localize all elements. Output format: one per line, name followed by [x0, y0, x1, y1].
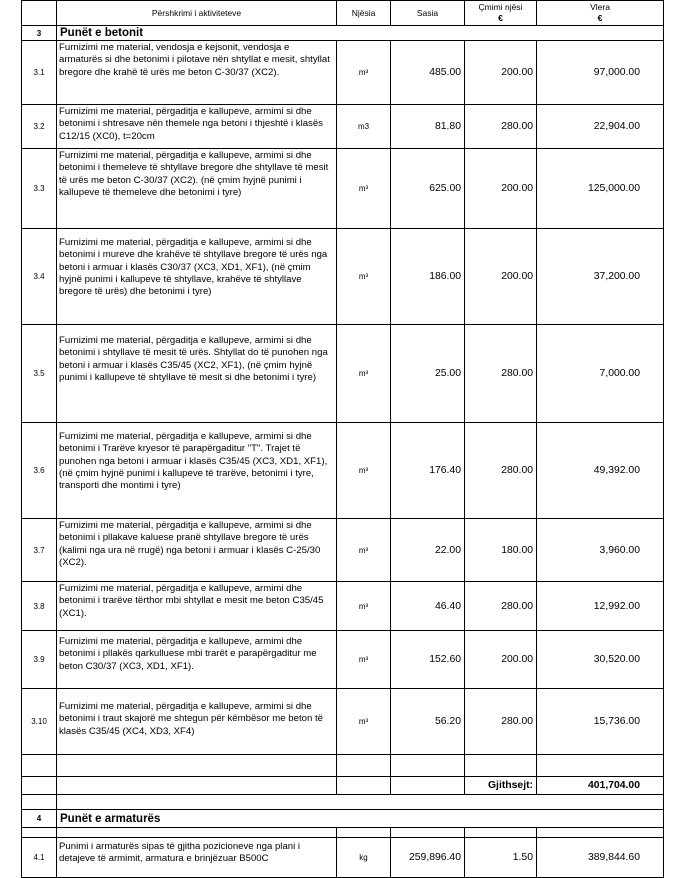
table-row	[22, 41, 664, 105]
item-description: Furnizimi me material, përgaditja e kallupeve, armimi si dhe betonimi i pllakave kaluese pranë shtyllave bregore të urës (kalimi nga ura në rrugë) nga betoni i armuar i klasës C-25/30 (XC2).	[57, 519, 337, 582]
item-unit-price: 1.50	[465, 838, 537, 878]
item-description: Furnizimi me material, përgaditja e kallupeve, armimi si dhe betonimi i shtyllave të mesit të urës. Shtyllat do të punohen nga betoni i armuar i klasës C35/45 (XC2, XF1), (në çmim hyjnë punimi i kallupeve të shtyllave të mesit si dhe betonimi i tyre)	[57, 325, 337, 423]
item-number: 3.2	[22, 105, 57, 149]
header-unit-price-label: Çmimi njësi	[478, 2, 523, 12]
item-unit: m³	[337, 325, 391, 423]
header-value	[537, 1, 664, 26]
item-unit-price: 280.00	[465, 582, 537, 631]
item-description: Furnizimi me material, përgaditja e kallupeve, armimi si dhe betonimi i traut skajorë me shtegun për këmbësor me beton të klasës C35/45 (XC4, XD3, XF4)	[57, 689, 337, 755]
quantities-table	[21, 0, 664, 878]
table-header-row	[22, 1, 664, 26]
item-unit: kg	[337, 838, 391, 878]
table-row	[22, 423, 664, 519]
item-number: 3.9	[22, 631, 57, 689]
item-unit: m³	[337, 423, 391, 519]
spacer-row	[22, 755, 664, 777]
header-description: Përshkrimi i aktiviteteve	[57, 1, 337, 26]
item-number: 3.10	[22, 689, 57, 755]
section-row	[22, 26, 664, 41]
item-description: Furnizimi me material, përgaditja e kallupeve, armimi dhe betonimi i pllakës qarkulluese mbi trarët e parapërgaditur me beton C30/37 (XC3, XD1, XF1).	[57, 631, 337, 689]
item-unit: m³	[337, 631, 391, 689]
item-description: Furnizimi me material, përgaditja e kallupeve, armimi si dhe betonimi i shtresave nën themele nga betoni i thjeshtë i klasës C12/15 (XC0), t=20cm	[57, 105, 337, 149]
item-value: 12,992.00	[537, 582, 664, 631]
item-quantity: 259,896.40	[391, 838, 465, 878]
item-value: 30,520.00	[537, 631, 664, 689]
item-quantity: 46.40	[391, 582, 465, 631]
item-description: Furnizimi me material, përgaditja e kallupeve, armimi si dhe betonimi i mureve dhe krahëve të shtyllave bregore të urës nga betoni i armuar i klasës C30/37 (XC3, XD1, XF1), (në çmim hyjnë punimi i kallupeve të shtyllave, krahëve të shtyllave bregore të urës) dhe betonimi i tyre)	[57, 229, 337, 325]
table-row	[22, 149, 664, 229]
item-unit-price: 280.00	[465, 105, 537, 149]
header-unit-price-currency: €	[498, 13, 503, 23]
header-no	[22, 1, 57, 26]
table-row	[22, 519, 664, 582]
item-unit-price: 280.00	[465, 689, 537, 755]
item-value: 3,960.00	[537, 519, 664, 582]
item-number: 3.1	[22, 41, 57, 105]
item-unit-price: 200.00	[465, 41, 537, 105]
item-unit: m³	[337, 582, 391, 631]
header-unit-price	[465, 1, 537, 26]
item-unit-price: 200.00	[465, 149, 537, 229]
item-value: 97,000.00	[537, 41, 664, 105]
section-total-row	[22, 777, 664, 795]
table-row	[22, 325, 664, 423]
item-unit: m³	[337, 519, 391, 582]
item-unit: m³	[337, 149, 391, 229]
item-number: 3.7	[22, 519, 57, 582]
item-quantity: 22.00	[391, 519, 465, 582]
total-label: Gjithsejt:	[465, 777, 537, 795]
item-quantity: 56.20	[391, 689, 465, 755]
item-number: 3.8	[22, 582, 57, 631]
item-number: 3.6	[22, 423, 57, 519]
table-row	[22, 631, 664, 689]
item-value: 49,392.00	[537, 423, 664, 519]
item-unit-price: 280.00	[465, 325, 537, 423]
item-value: 7,000.00	[537, 325, 664, 423]
item-quantity: 485.00	[391, 41, 465, 105]
item-quantity: 152.60	[391, 631, 465, 689]
item-quantity: 81.80	[391, 105, 465, 149]
item-quantity: 186.00	[391, 229, 465, 325]
item-description: Furnizimi me material, përgaditja e kallupeve, armimi dhe betonimi i trarëve tërthor mbi shtyllat e mesit me beton C35/45 (XC1).	[57, 582, 337, 631]
item-number: 3.5	[22, 325, 57, 423]
item-unit: m³	[337, 41, 391, 105]
item-value: 125,000.00	[537, 149, 664, 229]
item-unit-price: 200.00	[465, 631, 537, 689]
item-description: Furnizimi me material, përgaditja e kallupeve, armimi si dhe betonimi i Trarëve kryesor të parapërgaditur "T". Trajet të punohen nga betoni i armuar i klasës C35/45 (XC3, XD1, XF1), (në çmim hyjnë punimi i kallupeve të trarëve, betonimi i tyre, transporti dhe montimi i tyre)	[57, 423, 337, 519]
table-row	[22, 838, 664, 878]
header-quantity: Sasia	[391, 1, 465, 26]
item-number: 3.3	[22, 149, 57, 229]
section-number: 3	[22, 26, 57, 41]
section-row	[22, 810, 664, 828]
item-quantity: 625.00	[391, 149, 465, 229]
item-value: 389,844.60	[537, 838, 664, 878]
table-row	[22, 582, 664, 631]
item-description: Punimi i armaturës sipas të gjitha pozicioneve nga plani i detajeve të armimit, armatura e brinjëzuar B500C	[57, 838, 337, 878]
item-value: 37,200.00	[537, 229, 664, 325]
item-unit-price: 200.00	[465, 229, 537, 325]
bill-of-quantities	[21, 0, 663, 878]
header-value-currency: €	[597, 13, 603, 23]
item-quantity: 176.40	[391, 423, 465, 519]
item-unit: m³	[337, 689, 391, 755]
item-number: 4.1	[22, 838, 57, 878]
table-row	[22, 689, 664, 755]
item-value: 22,904.00	[537, 105, 664, 149]
section-title: Punët e betonit	[57, 26, 664, 41]
total-value: 401,704.00	[537, 777, 664, 795]
table-row	[22, 229, 664, 325]
item-unit: m³	[337, 229, 391, 325]
item-number: 3.4	[22, 229, 57, 325]
header-unit: Njësia	[337, 1, 391, 26]
header-value-label: Vlera	[590, 2, 610, 12]
spacer-row	[22, 795, 664, 810]
item-unit-price: 180.00	[465, 519, 537, 582]
item-quantity: 25.00	[391, 325, 465, 423]
section-number: 4	[22, 810, 57, 828]
section-title: Punët e armaturës	[57, 810, 664, 828]
table-row	[22, 105, 664, 149]
item-unit: m3	[337, 105, 391, 149]
item-unit-price: 280.00	[465, 423, 537, 519]
spacer-row	[22, 828, 664, 838]
item-description: Furnizimi me material, përgaditja e kallupeve, armimi si dhe betonimi i themeleve të shtyllave bregore dhe shtyllave të mesit të urës me beton C-30/37 (XC2). (në çmim hyjnë punimi i kallupeve të themeleve dhe betonimi i tyre)	[57, 149, 337, 229]
item-value: 15,736.00	[537, 689, 664, 755]
item-description: Furnizimi me material, vendosja e kejsonit, vendosja e armaturës si dhe betonimi i pilotave nën shtyllat e mesit, shtyllat bregore dhe krahë të urës me beton C-30/37 (XC2).	[57, 41, 337, 105]
